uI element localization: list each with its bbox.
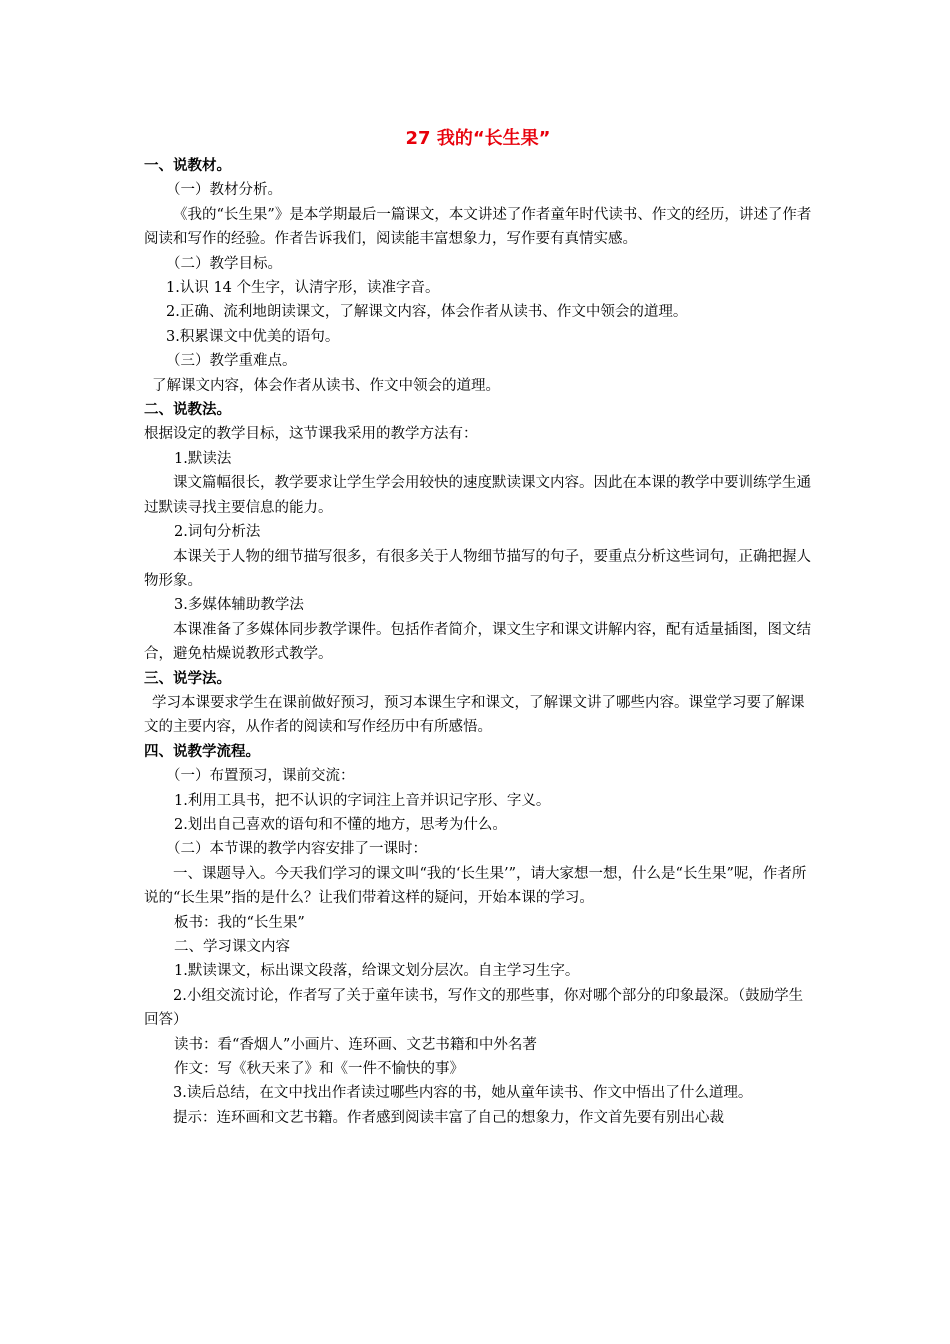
section-heading: 一、说教材。 bbox=[144, 158, 231, 174]
paragraph: 提示：连环画和文艺书籍。作者感到阅读丰富了自己的想象力，作文首先要有别出心裁 bbox=[173, 1109, 724, 1126]
paragraph: 2.正确、流利地朗读课文，了解课文内容，体会作者从读书、作文中领会的道理。 bbox=[166, 304, 688, 321]
paragraph: 1.认识 14 个生字，认清字形，读准字音。 bbox=[166, 280, 440, 297]
paragraph: 3.多媒体辅助教学法 bbox=[174, 597, 304, 614]
paragraph: 根据设定的教学目标，这节课我采用的教学方法有： bbox=[144, 426, 478, 443]
paragraph: 3.积累课文中优美的语句。 bbox=[166, 328, 340, 345]
section-heading: 三、说学法。 bbox=[144, 670, 231, 687]
paragraph: 1.利用工具书，把不认识的字词注上音并识记字形、字义。 bbox=[174, 792, 551, 809]
paragraph: 2.词句分析法 bbox=[174, 524, 261, 541]
document-lines bbox=[144, 154, 812, 1130]
paragraph: 2.小组交流讨论，作者写了关于童年读书，写作文的那些事，你对哪个部分的印象最深。（鼓励学生回答） bbox=[144, 987, 804, 1029]
paragraph: 本课关于人物的细节描写很多，有很多关于人物细节描写的句子，要重点分析这些词句，正确把握人物形象。 bbox=[144, 548, 811, 589]
paragraph: 学习本课要求学生在课前做好预习，预习本课生字和课文，了解课文讲了哪些内容。课堂学习要了解课文的主要内容，从作者的阅读和写作经历中有所感悟。 bbox=[144, 694, 805, 736]
paragraph: 《我的“长生果”》是本学期最后一篇课文，本文讲述了作者童年时代读书、作文的经历，讲述了作者阅读和写作的经验。作者告诉我们，阅读能丰富想象力，写作要有真情实感。 bbox=[144, 206, 812, 248]
paragraph: 板书：我的“长生果” bbox=[174, 914, 305, 931]
section-heading: 四、说教学流程。 bbox=[144, 743, 260, 760]
section-heading: 二、说教法。 bbox=[144, 402, 231, 419]
paragraph: 一、课题导入。今天我们学习的课文叫“我的‘长生果’”，请大家想一想，什么是“长生果”呢，作者所说的“长生果”指的是什么？让我们带着这样的疑问，开始本课的学习。 bbox=[144, 865, 807, 907]
paragraph: 1.默读法 bbox=[174, 450, 232, 467]
paragraph: 读书：看“香烟人”小画片、连环画、文艺书籍和中外名著 bbox=[174, 1036, 537, 1053]
paragraph: 作文：写《秋天来了》和《一件不愉快的事》 bbox=[174, 1061, 464, 1078]
paragraph: 了解课文内容，体会作者从读书、作文中领会的道理。 bbox=[152, 377, 500, 394]
paragraph: 二、学习课文内容 bbox=[174, 939, 290, 955]
paragraph: 课文篇幅很长，教学要求让学生学会用较快的速度默读课文内容。因此在本课的教学中要训练学生通过默读寻找主要信息的能力。 bbox=[144, 475, 811, 516]
paragraph: （二）本节课的教学内容安排了一课时： bbox=[166, 841, 427, 858]
paragraph: （一）教材分析。 bbox=[166, 182, 282, 199]
document-title: 27 我的“长生果” bbox=[405, 128, 551, 149]
paragraph: 1.默读课文，标出课文段落，给课文划分层次。自主学习生字。 bbox=[174, 963, 580, 980]
paragraph: 本课准备了多媒体同步教学课件。包括作者简介，课文生字和课文讲解内容，配有适量插图，图文结合，避免枯燥说教形式教学。 bbox=[144, 621, 811, 663]
document-body bbox=[144, 124, 812, 1130]
paragraph: 2.划出自己喜欢的语句和不懂的地方，思考为什么。 bbox=[174, 816, 507, 833]
paragraph: （二）教学目标。 bbox=[166, 255, 282, 272]
paragraph: （一）布置预习，课前交流： bbox=[166, 768, 355, 785]
paragraph: 3.读后总结，在文中找出作者读过哪些内容的书，她从童年读书、作文中悟出了什么道理。 bbox=[173, 1085, 753, 1102]
paragraph: （三）教学重难点。 bbox=[166, 353, 297, 370]
